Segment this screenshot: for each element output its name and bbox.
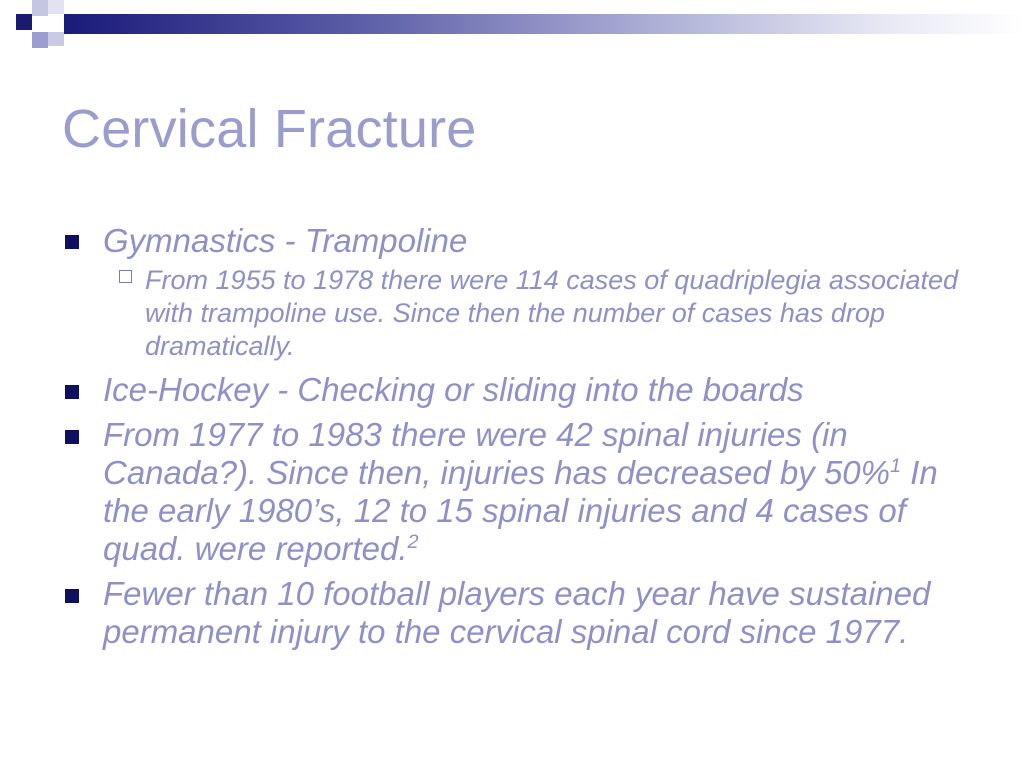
bullet-item	[60, 416, 990, 568]
footnote-ref: 1	[890, 455, 902, 477]
deco-square-mid	[32, 32, 48, 48]
sub-bullet-text: From 1955 to 1978 there were 114 cases of quadriplegia associated with trampoline use. Since then the number of cases has drop dramatically.	[145, 265, 959, 361]
bullet-text: Gymnastics - Trampoline	[103, 222, 468, 259]
bullet-item	[60, 575, 990, 651]
hollow-square-bullet-icon	[119, 270, 132, 283]
slide-title: Cervical Fracture	[62, 99, 477, 159]
deco-square-light	[32, 0, 48, 16]
square-bullet-icon	[65, 430, 79, 444]
deco-square-dark	[16, 14, 32, 30]
bullet-text	[103, 416, 990, 568]
header-gradient-bar	[64, 14, 1024, 34]
footnote-ref: 2	[407, 531, 419, 553]
square-bullet-icon	[65, 235, 79, 249]
bullet-item	[60, 222, 990, 363]
square-bullet-icon	[65, 385, 79, 399]
bullet-text: Fewer than 10 football players each year have sustained permanent injury to the cervical spinal cord since 1977.	[103, 575, 931, 650]
sub-bullet-item	[103, 264, 990, 363]
header-decoration	[0, 0, 1024, 70]
deco-square-light	[48, 32, 64, 46]
bullet-list	[60, 222, 990, 651]
bullet-item	[60, 371, 990, 409]
square-bullet-icon	[65, 589, 79, 603]
bullet-text-part: In the early 1980’s, 12 to 15 spinal injuries and 4 cases of quad. were reported.	[103, 454, 938, 567]
bullet-text-part: From 1977 to 1983 there were 42 spinal injuries (in Canada?). Since then, injuries has decreased by 50%	[103, 416, 890, 491]
deco-square-light	[48, 0, 64, 14]
bullet-text: Ice-Hockey - Checking or sliding into the boards	[103, 371, 804, 408]
